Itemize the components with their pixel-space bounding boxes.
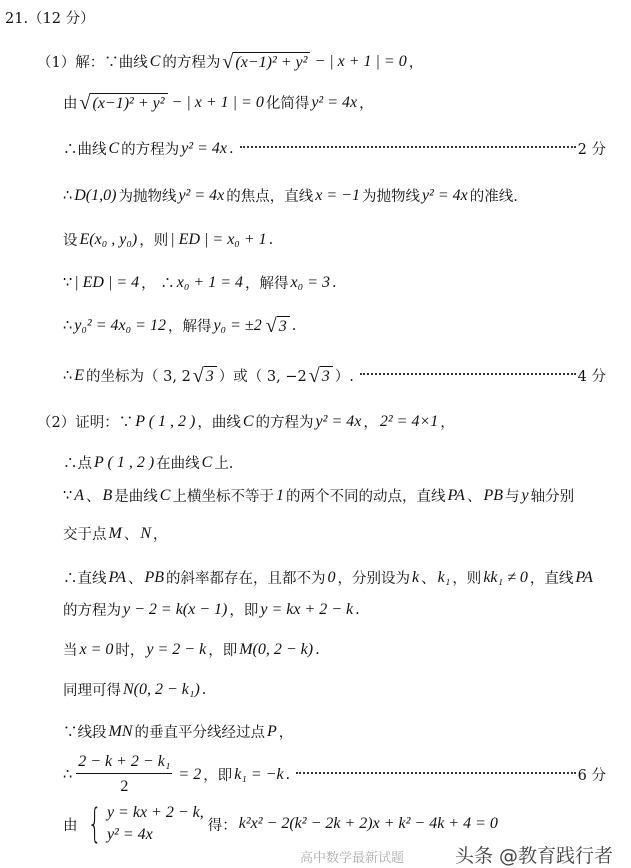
math-expression: PB [483,486,503,504]
radical-sign: √ [192,364,204,387]
text-line-p2-l6 [63,599,360,620]
text-segment: . [201,681,207,698]
text-line-p2-l5 [63,567,595,588]
math-expression: = 2 [178,765,202,783]
math-expression: C [149,52,161,70]
math-expression: P ( 1 , 2 ) [94,453,155,471]
text-segment: ∴ [63,766,73,783]
equation-system [82,802,204,846]
math-expression: C [159,486,171,504]
math-expression: MN [108,722,133,740]
text-segment: ， [359,96,374,112]
text-segment: 交于点 [63,527,107,543]
brace-icon: { [87,801,102,847]
radical-sign: √ [308,364,320,387]
text-line-p1-l5 [63,229,273,250]
text-segment: 的准线. [469,189,518,205]
math-expression: y [521,486,529,504]
text-segment: ， [278,725,294,741]
text-segment: ，则 [452,571,482,587]
text-segment: 得： [207,817,237,834]
math-expression: 1 [275,486,284,504]
text-segment: 设 [63,233,78,249]
math-expression: P [267,722,277,740]
math-expression: D(1,0) [74,186,117,204]
math-expression: B [102,486,113,504]
math-expression: | ED | = x₀ + 1 [170,230,267,248]
text-segment: 轴分别 [530,489,575,505]
text-segment: 、 [466,489,482,505]
text-segment: 的方程为 [162,55,221,71]
math-expression: y − 2 = k(x − 1) [123,600,228,618]
watermark: 头条 @教育践行者 [455,845,614,867]
text-segment: . [285,766,291,783]
math-expression: 0 [327,568,336,586]
square-root [222,52,310,72]
text-segment: . [228,140,234,157]
square-root [309,366,333,386]
text-line-p1-l6 [63,272,337,293]
text-segment: ，即 [229,603,259,619]
radicand: 3 [277,316,290,336]
text-line-p2-l2 [63,452,233,473]
math-expression: PB [144,568,165,586]
radicand: 3 [204,366,217,386]
math-expression: y = 2 − k [146,640,207,658]
text-segment: 的方程为 [121,142,180,158]
text-segment: 、 [421,571,436,587]
text-segment: ，即 [208,643,238,659]
text-segment: 的方程为 [255,415,314,431]
text-segment: ∵ [63,274,73,291]
text-segment: . [268,231,274,248]
math-expression: y₀ = ±2 [213,316,262,334]
math-expression: P ( 1 , 2 ) [135,412,196,430]
text-line-p2-l8 [63,679,206,700]
math-expression: M(0, 2 − k) [239,640,314,658]
system-equation: y² = 4x [106,826,153,843]
math-expression: PA [575,568,593,586]
math-expression: k [412,568,420,586]
text-line-p1-l3 [63,138,606,159]
math-expression: kk₁ ≠ 0 [483,568,528,586]
square-root [266,316,290,336]
text-segment: ，曲线 [197,415,241,431]
text-segment: （1）解：∵曲线 [37,55,148,71]
math-expression: x₀ + 1 = 4 [176,273,244,291]
math-expression: y² = 4x [178,186,225,204]
text-segment: ，直线 [529,571,574,587]
text-segment: . [355,601,360,618]
text-line-p1-l7 [63,315,296,336]
math-expression: x = −1 [315,186,360,204]
text-segment: ∵线段 [63,725,107,741]
text-segment: 化简得 [265,96,310,112]
math-expression: y₀² = 4x₀ = 12 [74,316,166,334]
math-expression: C [108,139,120,157]
text-segment: 与 [505,489,520,505]
dot-leader [360,373,576,375]
system-equation: y = kx + 2 − k, [106,804,204,821]
square-root [80,93,168,113]
text-segment: 的垂直平分线经过点 [134,725,265,741]
radical-sign: √ [79,91,91,114]
text-segment: ， [440,415,455,431]
fraction [76,753,172,796]
text-line-p2-l3 [63,485,574,506]
text-segment: 上横坐标不等于 [172,489,274,505]
math-expression: 2² = 4×1 [379,412,439,430]
text-segment: 的坐标为（ 3, 2 [86,369,191,385]
text-segment: 的斜率都存在，且都不为 [166,571,326,587]
text-segment: ，解得 [167,319,212,335]
math-expression: y² = 4x [315,412,362,430]
radicand: (x−1)² + y² [233,52,310,72]
text-segment: 上. [214,456,234,472]
math-expression: N [140,524,151,542]
text-segment: ，即 [203,768,233,784]
math-expression: PA [447,486,465,504]
text-segment: 的两个不同的动点，直线 [285,489,446,505]
text-segment: 同理可得 [63,683,121,699]
numerator: 2 − k + 2 − k₁ [76,753,172,774]
text-segment: 由 [63,96,78,112]
math-expression: y = kx + 2 − k [260,600,354,618]
text-segment: ∴ [63,187,73,204]
text-segment: 当 [63,643,78,659]
text-segment: 由 [63,817,78,834]
text-line-p1-l8 [63,365,606,386]
text-segment: ∴ [63,367,73,384]
text-segment: ，分别设为 [337,571,411,587]
math-expression: PA [108,568,126,586]
math-expression: k₁ = −k [234,765,284,783]
text-segment: 、 [86,489,101,505]
text-segment: 、 [123,527,139,543]
dot-leader [240,146,576,148]
math-expression: x = 0 [79,640,114,658]
watermark-faint: 高中数学最新试题 [300,851,405,866]
radicand: (x−1)² + y² [90,93,167,113]
text-segment: ∴点 [63,456,92,472]
text-segment: . [332,274,337,291]
math-expression: y² = 4x [421,186,468,204]
math-expression: | ED | = 4 [74,273,140,291]
math-expression: k²x² − 2(k² − 2k + 2)x + k² − 4k + 4 = 0 [238,815,498,832]
text-line-p1-l1 [37,51,423,72]
text-segment: ， ∴ [141,276,175,292]
text-segment: ∵ [63,487,73,504]
radical-sign: √ [265,314,277,337]
math-expression: M [108,524,122,542]
text-segment: ， [363,415,378,431]
text-line-p2-l1 [37,411,455,432]
text-segment: ）. [334,369,354,385]
math-expression: − | x + 1 | = 0 [314,52,407,70]
text-segment: 的方程为 [63,603,121,619]
math-expression: C [201,453,213,471]
text-segment: ）或（ 3, −2 [218,369,307,385]
text-segment: 为抛物线 [118,189,177,205]
denominator: 2 [120,778,129,795]
text-segment: ∴直线 [63,571,107,587]
math-expression: x₀ = 3 [290,273,330,291]
square-root [193,366,217,386]
text-line-p2-l4 [63,523,168,544]
text-segment: （2）证明：∵ [37,415,134,431]
math-expression: E(x₀ , y₀) [79,230,138,248]
text-line-p2-l7 [63,639,320,660]
text-segment: ， [408,55,424,71]
dot-leader [296,772,576,774]
math-expression: k₁ [437,568,451,586]
text-line-p1-l4 [63,185,518,206]
text-segment: 、 [127,571,143,587]
text-segment: ∴曲线 [63,142,107,158]
math-expression: y² = 4x [311,93,358,111]
text-line-heading [5,7,95,28]
text-line-p2-l10 [63,753,606,796]
text-segment: 时， [115,643,145,659]
text-segment: 是曲线 [114,489,158,505]
text-segment: ∴ [63,317,73,334]
math-expression: E [74,366,85,384]
math-expression: − | x + 1 | = 0 [171,93,264,111]
text-line-p1-l2 [63,92,374,113]
math-expression: N(0, 2 − k₁) [123,680,200,698]
text-line-p2-l11 [63,802,500,846]
text-segment: . [315,641,320,658]
text-segment: . [291,317,297,334]
text-segment: 21.（12 分） [5,11,95,27]
radical-sign: √ [222,50,234,73]
text-segment: ，则 [139,233,169,249]
text-segment: 在曲线 [156,456,200,472]
text-segment: 6 分 [577,768,606,784]
math-expression: y² = 4x [181,139,227,157]
text-segment: 2 分 [577,142,606,158]
text-line-p2-l9 [63,721,293,742]
text-segment: 的焦点，直线 [226,189,314,205]
text-segment: 为抛物线 [361,189,420,205]
math-expression: C [242,412,254,430]
math-expression: A [74,486,85,504]
text-segment: 4 分 [577,369,606,385]
text-segment: ，解得 [245,276,289,292]
system-rows [107,802,204,846]
radicand: 3 [320,366,333,386]
text-segment: ， [153,527,168,543]
